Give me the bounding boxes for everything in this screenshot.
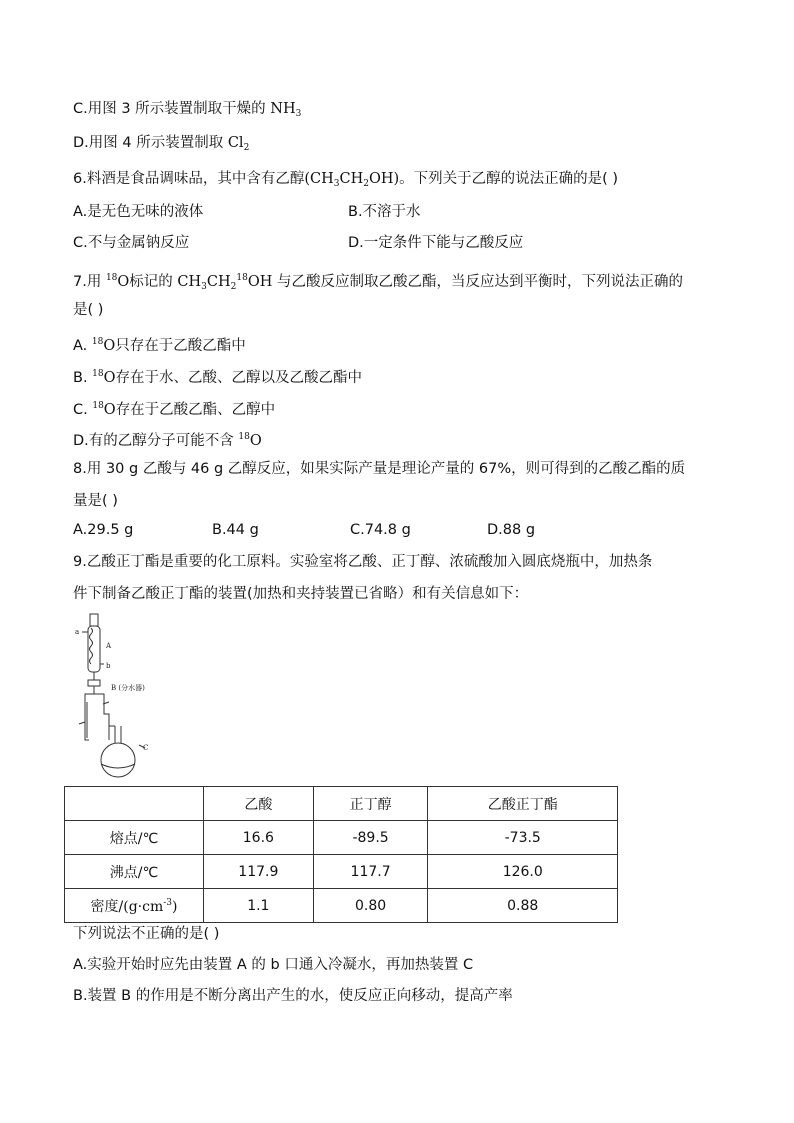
table-header: 乙酸正丁酯 (428, 787, 618, 821)
table-cell: 0.80 (313, 889, 428, 923)
table-header: 乙酸 (204, 787, 314, 821)
q9-stem-line1: 9.乙酸正丁酯是重要的化工原料。实验室将乙酸、正丁醇、浓硫酸加入圆底烧瓶中，加热条 (73, 554, 653, 570)
table-cell: 117.7 (313, 855, 428, 889)
table-row (65, 855, 618, 889)
q8-option-c: C.74.8 g (350, 522, 411, 538)
q9-stem-line2: 件下制备乙酸正丁酯的装置(加热和夹持装置已省略）和有关信息如下： (73, 586, 529, 602)
q7-stem-line2: 是( ) (73, 302, 104, 318)
table-cell: -73.5 (428, 821, 618, 855)
fig-label-A: A (106, 642, 112, 650)
table-cell: 117.9 (204, 855, 314, 889)
q9-option-a: A.实验开始时应先由装置 A 的 b 口通入冷凝水，再加热装置 C (73, 957, 474, 973)
fig-label-b: b (106, 662, 111, 670)
fig-label-a: a (75, 628, 80, 636)
q6-option-c: C.不与金属钠反应 (73, 235, 190, 251)
q7-option-c: C. $^{18}$O存在于乙酸乙酯、乙醇中 (73, 401, 276, 418)
table-cell: -89.5 (313, 821, 428, 855)
q8-option-b: B.44 g (212, 522, 259, 538)
table-cell: 0.88 (428, 889, 618, 923)
q6-stem: 6.料酒是食品调味品，其中含有乙醇$(CH_3CH_2OH)$。下列关于乙醇的说法正确的是( ) (73, 171, 619, 189)
table-header-row (65, 787, 618, 821)
q8-option-a: A.29.5 g (73, 522, 134, 538)
q7-stem-line1: 7.用 $^{18}$O标记的 $CH_3CH_2^{18}OH$ 与乙酸反应制取乙酸乙酯，当反应达到平衡时，下列说法正确的 (73, 273, 683, 292)
table-cell: 1.1 (204, 889, 314, 923)
table-header: 正丁醇 (313, 787, 428, 821)
q8-stem-line1: 8.用 30 g 乙酸与 46 g 乙醇反应，如果实际产量是理论产量的 67%，则可得到的乙酸乙酯的质 (73, 461, 686, 477)
q8-option-d: D.88 g (487, 522, 536, 538)
table-cell: 126.0 (428, 855, 618, 889)
q7-option-d: D.有的乙醇分子可能不含 $^{18}$O (73, 432, 262, 449)
q8-stem-line2: 量是( ) (73, 493, 118, 509)
q5-option-c: C.用图 3 所示装置制取干燥的 $NH_3$ (73, 101, 302, 119)
row-label: 熔点/℃ (65, 821, 204, 855)
table-row (65, 889, 618, 923)
q9-option-b: B.装置 B 的作用是不断分离出产生的水，使反应正向移动，提高产率 (73, 988, 513, 1004)
apparatus-figure (73, 612, 173, 782)
q7-option-a: A. $^{18}$O只存在于乙酸乙酯中 (73, 337, 246, 354)
row-label: 沸点/℃ (65, 855, 204, 889)
q7-option-b: B. $^{18}$O存在于水、乙酸、乙醇以及乙酸乙酯中 (73, 369, 363, 386)
q5-option-d: D.用图 4 所示装置制取 $Cl_2$ (73, 135, 250, 153)
fig-label-B: B (分水器) (111, 684, 145, 692)
q6-option-b: B.不溶于水 (348, 204, 421, 220)
table-cell (65, 787, 204, 821)
row-label: 密度$/(g\cdot cm^{-3})$ (65, 889, 204, 923)
fig-label-C: C (143, 744, 149, 752)
q9-ask: 下列说法不正确的是( ) (73, 926, 220, 942)
table-row (65, 821, 618, 855)
table-cell: 16.6 (204, 821, 314, 855)
properties-table (64, 786, 618, 923)
q6-option-d: D.一定条件下能与乙酸反应 (348, 235, 524, 251)
q6-option-a: A.是无色无味的液体 (73, 204, 204, 220)
